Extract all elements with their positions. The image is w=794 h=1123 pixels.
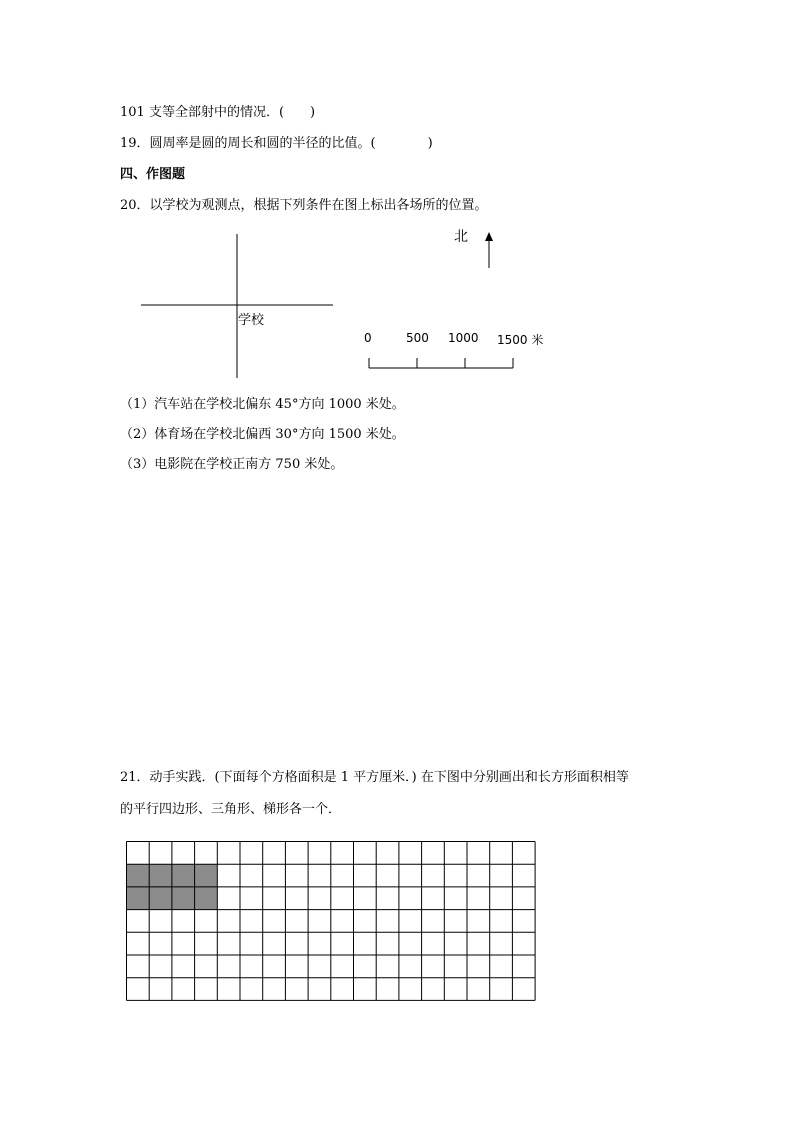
section-heading-drawing: 四、作图题: [120, 167, 186, 182]
origin-label-school: 学校: [238, 313, 265, 328]
grid-21-drawing[interactable]: [126, 841, 538, 1016]
question-20-item-2: （2）体育场在学校北偏西 30°方向 1500 米处。: [120, 427, 405, 442]
question-20-item-1: （1）汽车站在学校北偏东 45°方向 1000 米处。: [120, 397, 405, 412]
question-20: 20．以学校为观测点，根据下列条件在图上标出各场所的位置。: [120, 198, 488, 213]
scale-bar: [369, 358, 513, 368]
scale-label-500: 500: [406, 331, 429, 345]
question-20-item-3: （3）电影院在学校正南方 750 米处。: [120, 457, 344, 472]
scale-label-1500: 1500 米: [497, 333, 544, 347]
figure-20-drawing: [0, 0, 794, 400]
question-21-line-2: 的平行四边形、三角形、梯形各一个．: [120, 802, 342, 817]
scale-label-1000: 1000: [448, 331, 479, 345]
north-arrow-icon: [485, 232, 493, 241]
grid-21[interactable]: [126, 841, 538, 1016]
figure-20: [0, 0, 794, 400]
question-18-tail: 101 支等全部射中的情况．( ): [120, 105, 316, 120]
scale-label-0: 0: [364, 331, 372, 345]
question-21-line-1: 21．动手实践．(下面每个方格面积是 1 平方厘米．) 在下图中分别画出和长方形面积相等: [120, 770, 629, 785]
north-label: 北: [454, 229, 468, 245]
question-19: 19．圆周率是圆的周长和圆的半径的比值。( ): [120, 136, 433, 151]
